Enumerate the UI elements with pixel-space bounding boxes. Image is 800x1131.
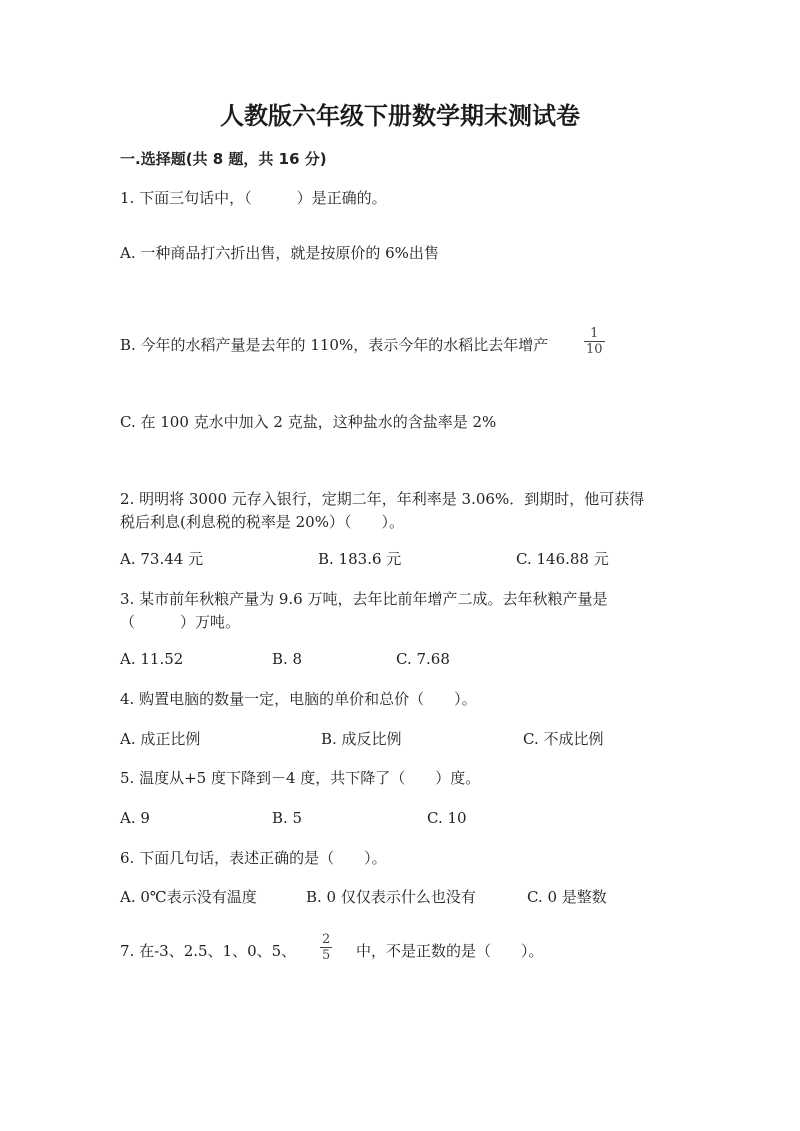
fraction-denominator: 10 [586,342,603,357]
question-5-option-b: B. 5 [272,809,303,827]
question-3-stem-line1: 3. 某市前年秋粮产量为 9.6 万吨，去年比前年增产二成。去年秋粮产量是 [120,590,608,608]
fraction-numerator: 1 [590,326,599,341]
question-2-option-a: A. 73.44 元 [120,550,204,568]
question-4-option-c: C. 不成比例 [523,730,604,748]
question-7-stem-start: 7. 在-3、2.5、1、0、5、 [120,942,297,960]
question-1-option-c: C. 在 100 克水中加入 2 克盐，这种盐水的含盐率是 2% [120,413,497,431]
question-3-stem-line2: （ ）万吨。 [120,613,241,631]
question-2-stem-line1: 2. 明明将 3000 元存入银行，定期二年，年利率是 3.06%．到期时，他可获得 [120,490,645,508]
question-7-fraction [320,932,332,963]
question-1-option-a: A. 一种商品打六折出售，就是按原价的 6%出售 [120,244,439,262]
question-1-option-b: B. 今年的水稻产量是去年的 110%，表示今年的水稻比去年增产 [120,336,549,354]
question-5-option-c: C. 10 [427,809,467,827]
question-2-option-c: C. 146.88 元 [516,550,609,568]
question-3-option-c: C. 7.68 [396,650,450,668]
question-4-stem: 4. 购置电脑的数量一定，电脑的单价和总价（ ）。 [120,690,477,708]
question-6-stem: 6. 下面几句话，表述正确的是（ ）。 [120,849,387,867]
question-5-option-a: A. 9 [120,809,150,827]
question-7-stem-end: 中，不是正数的是（ ）。 [356,942,544,960]
section-heading: 一.选择题(共 8 题，共 16 分) [120,150,327,168]
question-2-option-b: B. 183.6 元 [318,550,402,568]
fraction-denominator: 5 [322,948,331,963]
question-4-option-b: B. 成反比例 [321,730,402,748]
question-5-stem: 5. 温度从+5 度下降到－4 度，共下降了（ ）度。 [120,769,481,787]
question-6-option-b: B. 0 仅仅表示什么也没有 [306,888,476,906]
question-1-stem: 1. 下面三句话中，（ ）是正确的。 [120,189,387,207]
question-3-option-a: A. 11.52 [120,650,184,668]
question-6-option-c: C. 0 是整数 [527,888,607,906]
question-4-option-a: A. 成正比例 [120,730,201,748]
question-6-option-a: A. 0℃表示没有温度 [120,888,257,906]
question-1-fraction [584,326,605,357]
fraction-numerator: 2 [322,932,331,947]
question-3-option-b: B. 8 [272,650,303,668]
page-title: 人教版六年级下册数学期末测试卷 [220,102,580,130]
question-2-stem-line2: 税后利息(利息税的税率是 20%）（ ）。 [120,513,404,531]
